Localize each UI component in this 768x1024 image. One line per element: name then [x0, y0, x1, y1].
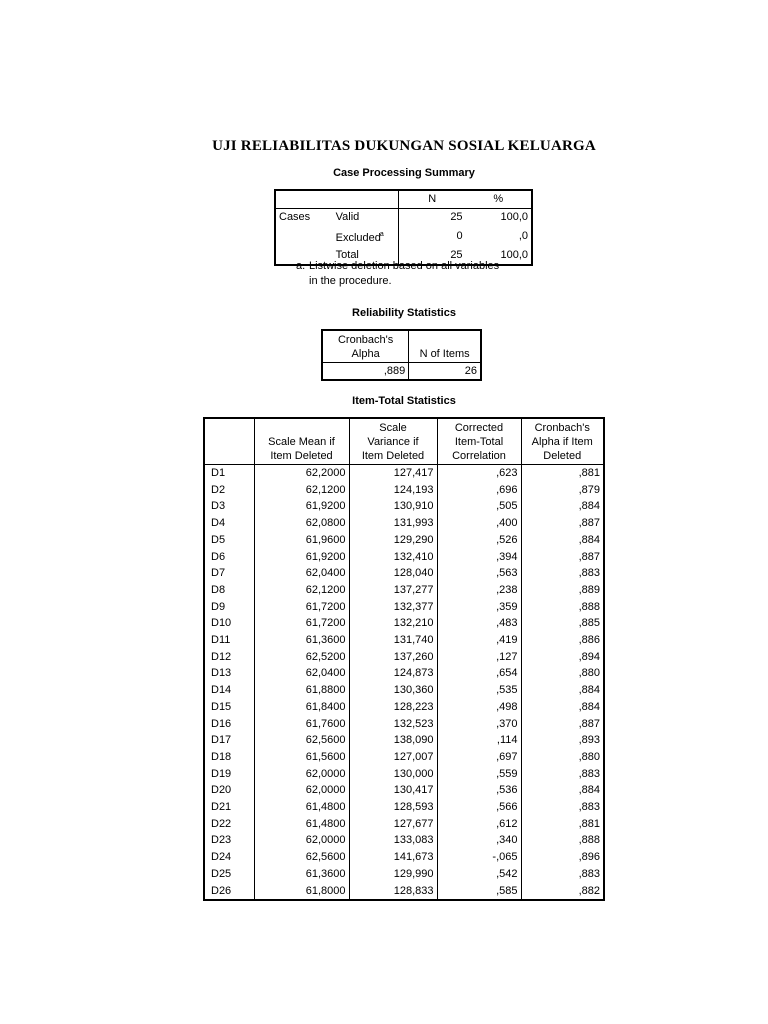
row-n: 25 [398, 247, 465, 265]
item-label: D8 [204, 582, 254, 599]
row-label: Valid [335, 211, 360, 223]
footnote-marker: a [379, 231, 384, 238]
scale-variance: 127,007 [349, 749, 437, 766]
item-label: D20 [204, 782, 254, 799]
table-row [204, 565, 604, 582]
n-items-value: 26 [409, 363, 481, 381]
header-correlation-line0: Corrected [454, 422, 504, 434]
scale-variance: 132,523 [349, 716, 437, 733]
header-alpha-if-deleted [521, 418, 604, 465]
item-total-correlation: ,566 [437, 799, 521, 816]
item-label: D1 [204, 465, 254, 482]
scale-mean: 62,1200 [254, 582, 349, 599]
header-alpha-line2: Alpha [351, 348, 380, 360]
item-total-correlation: ,359 [437, 599, 521, 616]
scale-variance: 129,990 [349, 866, 437, 883]
table-row [204, 849, 604, 866]
alpha-if-deleted: ,886 [521, 632, 604, 649]
header-correlation [437, 418, 521, 465]
scale-mean: 61,9600 [254, 532, 349, 549]
scale-mean: 61,4800 [254, 799, 349, 816]
alpha-if-deleted: ,883 [521, 565, 604, 582]
alpha-if-deleted: ,888 [521, 832, 604, 849]
item-total-correlation: ,400 [437, 515, 521, 532]
table-row [204, 832, 604, 849]
table-row [204, 498, 604, 515]
scale-variance: 124,193 [349, 482, 437, 499]
row-percent: 100,0 [466, 209, 532, 227]
header-variance-line2: Item Deleted [361, 450, 425, 462]
item-total-correlation: ,559 [437, 766, 521, 783]
item-total-title: Item-Total Statistics [352, 395, 456, 407]
alpha-if-deleted: ,883 [521, 799, 604, 816]
scale-variance: 129,290 [349, 532, 437, 549]
header-correlation-line1: Item-Total [454, 436, 504, 448]
alpha-if-deleted: ,881 [521, 465, 604, 482]
scale-mean: 61,3600 [254, 866, 349, 883]
footnote [296, 259, 509, 289]
alpha-if-deleted: ,893 [521, 732, 604, 749]
scale-mean: 61,3600 [254, 632, 349, 649]
scale-mean: 61,8400 [254, 699, 349, 716]
item-total-correlation: ,483 [437, 615, 521, 632]
item-total-correlation: ,114 [437, 732, 521, 749]
scale-variance: 128,593 [349, 799, 437, 816]
item-label: D14 [204, 682, 254, 699]
header-variance-line1: Variance if [367, 436, 419, 448]
scale-mean: 62,0400 [254, 665, 349, 682]
item-total-correlation: ,696 [437, 482, 521, 499]
scale-variance: 141,673 [349, 849, 437, 866]
item-total-correlation: ,623 [437, 465, 521, 482]
alpha-if-deleted: ,884 [521, 682, 604, 699]
table-row [204, 532, 604, 549]
scale-variance: 130,910 [349, 498, 437, 515]
scale-variance: 131,740 [349, 632, 437, 649]
alpha-value: ,889 [322, 363, 409, 381]
item-total-correlation: ,654 [437, 665, 521, 682]
table-row [204, 816, 604, 833]
scale-mean: 61,9200 [254, 498, 349, 515]
alpha-if-deleted: ,887 [521, 549, 604, 566]
header-blank [275, 190, 398, 209]
table-row [204, 883, 604, 901]
scale-variance: 127,417 [349, 465, 437, 482]
scale-variance: 130,000 [349, 766, 437, 783]
header-mean-line1: Scale Mean if [268, 436, 335, 448]
table-row [204, 699, 604, 716]
reliability-table [321, 329, 482, 381]
item-total-correlation: ,238 [437, 582, 521, 599]
alpha-if-deleted: ,887 [521, 515, 604, 532]
scale-mean: 62,5600 [254, 849, 349, 866]
table-row [204, 799, 604, 816]
scale-variance: 137,260 [349, 649, 437, 666]
row-percent: ,0 [466, 226, 532, 247]
table-row [204, 599, 604, 616]
table-row [204, 649, 604, 666]
reliability-title: Reliability Statistics [352, 307, 456, 319]
footnote-text: Listwise deletion based on all variables in the procedure. [309, 260, 500, 287]
scale-mean: 62,0000 [254, 782, 349, 799]
scale-mean: 62,0000 [254, 766, 349, 783]
item-label: D10 [204, 615, 254, 632]
alpha-if-deleted: ,889 [521, 582, 604, 599]
item-total-table [203, 417, 605, 901]
header-percent: % [466, 190, 532, 209]
item-total-correlation: ,419 [437, 632, 521, 649]
scale-variance: 133,083 [349, 832, 437, 849]
item-total-body [204, 465, 604, 901]
alpha-if-deleted: ,881 [521, 816, 604, 833]
scale-variance: 138,090 [349, 732, 437, 749]
scale-variance: 124,873 [349, 665, 437, 682]
table-row [204, 615, 604, 632]
table-row [204, 782, 604, 799]
item-label: D5 [204, 532, 254, 549]
scale-mean: 62,0400 [254, 565, 349, 582]
header-variance [349, 418, 437, 465]
header-alpha-line2: Deleted [543, 450, 582, 462]
scale-variance: 132,210 [349, 615, 437, 632]
scale-mean: 61,7200 [254, 599, 349, 616]
alpha-if-deleted: ,879 [521, 482, 604, 499]
alpha-if-deleted: ,884 [521, 782, 604, 799]
item-total-correlation: ,370 [437, 716, 521, 733]
item-total-correlation: ,542 [437, 866, 521, 883]
item-label: D22 [204, 816, 254, 833]
item-total-correlation: ,585 [437, 883, 521, 901]
alpha-if-deleted: ,884 [521, 699, 604, 716]
case-processing-title: Case Processing Summary [333, 167, 475, 179]
item-label: D9 [204, 599, 254, 616]
scale-variance: 137,277 [349, 582, 437, 599]
row-n: 25 [398, 209, 465, 227]
item-total-correlation: ,563 [437, 565, 521, 582]
header-n: N [398, 190, 465, 209]
alpha-if-deleted: ,887 [521, 716, 604, 733]
table-row [204, 515, 604, 532]
scale-mean: 61,5600 [254, 749, 349, 766]
item-label: D3 [204, 498, 254, 515]
row-label: Excluded [335, 232, 381, 244]
scale-variance: 128,223 [349, 699, 437, 716]
scale-mean: 61,7600 [254, 716, 349, 733]
header-mean [254, 418, 349, 465]
header-alpha [322, 330, 409, 363]
alpha-if-deleted: ,885 [521, 615, 604, 632]
scale-variance: 131,993 [349, 515, 437, 532]
alpha-if-deleted: ,883 [521, 866, 604, 883]
row-label: Total [333, 247, 399, 265]
header-variance-line0: Scale [379, 422, 407, 434]
item-label: D6 [204, 549, 254, 566]
item-total-correlation: ,505 [437, 498, 521, 515]
item-label: D23 [204, 832, 254, 849]
item-label: D15 [204, 699, 254, 716]
table-row [204, 482, 604, 499]
item-label: D7 [204, 565, 254, 582]
table-row [204, 665, 604, 682]
table-row [204, 632, 604, 649]
header-n-items: N of Items [409, 330, 481, 363]
item-label: D11 [204, 632, 254, 649]
item-label: D21 [204, 799, 254, 816]
item-total-correlation: ,526 [437, 532, 521, 549]
scale-mean: 62,0000 [254, 832, 349, 849]
item-total-correlation: ,535 [437, 682, 521, 699]
scale-mean: 61,8800 [254, 682, 349, 699]
scale-variance: 127,677 [349, 816, 437, 833]
document-title: UJI RELIABILITAS DUKUNGAN SOSIAL KELUARGA [212, 138, 596, 154]
scale-mean: 62,5200 [254, 649, 349, 666]
row-label-excluded [333, 226, 399, 247]
alpha-if-deleted: ,884 [521, 532, 604, 549]
header-alpha-line0: Cronbach's [534, 422, 590, 434]
row-percent: 100,0 [466, 247, 532, 265]
item-total-correlation: ,340 [437, 832, 521, 849]
item-label: D25 [204, 866, 254, 883]
alpha-if-deleted: ,888 [521, 599, 604, 616]
table-row [204, 465, 604, 482]
scale-variance: 130,360 [349, 682, 437, 699]
scale-variance: 132,377 [349, 599, 437, 616]
scale-mean: 62,5600 [254, 732, 349, 749]
row-n: 0 [398, 226, 465, 247]
case-processing-table [274, 189, 533, 266]
scale-mean: 61,7200 [254, 615, 349, 632]
alpha-if-deleted: ,883 [521, 766, 604, 783]
alpha-if-deleted: ,880 [521, 749, 604, 766]
item-total-correlation: ,127 [437, 649, 521, 666]
item-label: D24 [204, 849, 254, 866]
alpha-if-deleted: ,894 [521, 649, 604, 666]
scale-mean: 62,1200 [254, 482, 349, 499]
item-total-correlation: ,498 [437, 699, 521, 716]
table-row [204, 582, 604, 599]
scale-variance: 130,417 [349, 782, 437, 799]
item-total-correlation: -,065 [437, 849, 521, 866]
alpha-if-deleted: ,880 [521, 665, 604, 682]
item-total-correlation: ,536 [437, 782, 521, 799]
item-total-correlation: ,612 [437, 816, 521, 833]
header-alpha-line1: Cronbach's [337, 334, 394, 346]
item-label: D19 [204, 766, 254, 783]
item-label: D2 [204, 482, 254, 499]
scale-mean: 62,2000 [254, 465, 349, 482]
scale-variance: 128,833 [349, 883, 437, 901]
item-label: D26 [204, 883, 254, 901]
alpha-if-deleted: ,882 [521, 883, 604, 901]
footnote-letter: a. [296, 260, 306, 272]
table-row [204, 866, 604, 883]
table-row [204, 716, 604, 733]
scale-variance: 132,410 [349, 549, 437, 566]
item-label: D17 [204, 732, 254, 749]
header-correlation-line2: Correlation [452, 450, 506, 462]
scale-mean: 61,4800 [254, 816, 349, 833]
table-row [204, 549, 604, 566]
item-label: D4 [204, 515, 254, 532]
item-total-correlation: ,697 [437, 749, 521, 766]
scale-mean: 61,9200 [254, 549, 349, 566]
alpha-if-deleted: ,884 [521, 498, 604, 515]
table-row [204, 732, 604, 749]
table-row [204, 766, 604, 783]
scale-variance: 128,040 [349, 565, 437, 582]
header-alpha-line1: Alpha if Item [531, 436, 593, 448]
scale-mean: 61,8000 [254, 883, 349, 901]
alpha-if-deleted: ,896 [521, 849, 604, 866]
header-blank [204, 418, 254, 465]
scale-mean: 62,0800 [254, 515, 349, 532]
item-label: D13 [204, 665, 254, 682]
item-total-correlation: ,394 [437, 549, 521, 566]
table-row [204, 749, 604, 766]
header-mean-line2: Item Deleted [270, 450, 333, 462]
table-row [204, 682, 604, 699]
item-label: D12 [204, 649, 254, 666]
cases-label: Cases [275, 209, 333, 227]
item-label: D18 [204, 749, 254, 766]
item-label: D16 [204, 716, 254, 733]
